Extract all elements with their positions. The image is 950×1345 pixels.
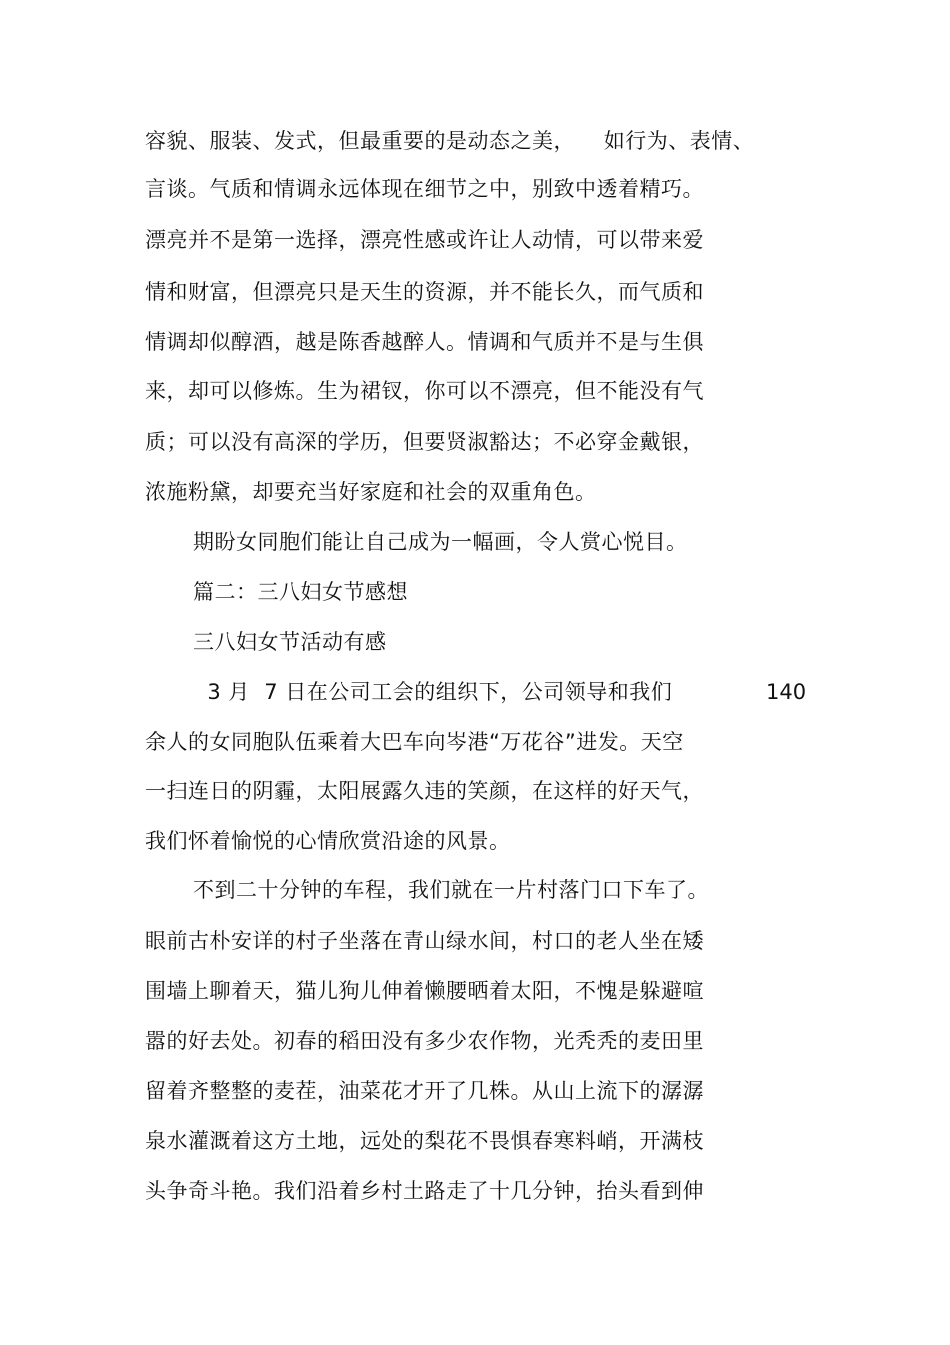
text-line-2: 言谈。气质和情调永远体现在细节之中，别致中透着精巧。 bbox=[145, 177, 704, 201]
text-line-3: 漂亮并不是第一选择，漂亮性感或许让人动情，可以带来爱 bbox=[145, 228, 704, 252]
text-line-8: 浓施粉黛，却要充当好家庭和社会的双重角色。 bbox=[145, 480, 597, 504]
section-heading: 篇二：三八妇女节感想 bbox=[193, 580, 408, 604]
text-line-16: 不到二十分钟的车程，我们就在一片村落门口下车了。 bbox=[193, 878, 709, 902]
number-140: 140 bbox=[766, 680, 807, 704]
text-line-6: 来，却可以修炼。生为裙钗，你可以不漂亮，但不能没有气 bbox=[145, 379, 704, 403]
text-line-15: 我们怀着愉悦的心情欣赏沿途的风景。 bbox=[145, 829, 511, 853]
text-line-20: 留着齐整整的麦茬，油菜花才开了几株。从山上流下的潺潺 bbox=[145, 1079, 704, 1103]
text-line-7: 质；可以没有高深的学历，但要贤淑豁达；不必穿金戴银， bbox=[145, 430, 704, 454]
text-line-22: 头争奇斗艳。我们沿着乡村土路走了十几分钟，抬头看到伸 bbox=[145, 1179, 704, 1203]
text-line-17: 眼前古朴安详的村子坐落在青山绿水间，村口的老人坐在矮 bbox=[145, 929, 704, 953]
text-line-19: 嚣的好去处。初春的稻田没有多少农作物，光秃秃的麦田里 bbox=[145, 1029, 704, 1053]
text-line-12: 3 月 7 日在公司工会的组织下，公司领导和我们 bbox=[193, 680, 673, 704]
text-line-21: 泉水灌溉着这方土地，远处的梨花不畏惧春寒料峭，开满枝 bbox=[145, 1129, 704, 1153]
text-line-4: 情和财富，但漂亮只是天生的资源，并不能长久，而气质和 bbox=[145, 280, 704, 304]
text-line-18: 围墙上聊着天，猫儿狗儿伸着懒腰晒着太阳，不愧是躲避喧 bbox=[145, 979, 704, 1003]
text-line-13: 余人的女同胞队伍乘着大巴车向岑港“万花谷”进发。天空 bbox=[145, 730, 684, 754]
text-line-1: 容貌、服装、发式，但最重要的是动态之美， 如行为、表情、 bbox=[145, 129, 755, 153]
article-title: 三八妇女节活动有感 bbox=[193, 630, 387, 654]
text-line-14: 一扫连日的阴霾，太阳展露久违的笑颜，在这样的好天气， bbox=[145, 779, 704, 803]
text-line-5: 情调却似醇酒，越是陈香越醉人。情调和气质并不是与生俱 bbox=[145, 330, 704, 354]
text-line-9: 期盼女同胞们能让自己成为一幅画，令人赏心悦目。 bbox=[193, 530, 688, 554]
